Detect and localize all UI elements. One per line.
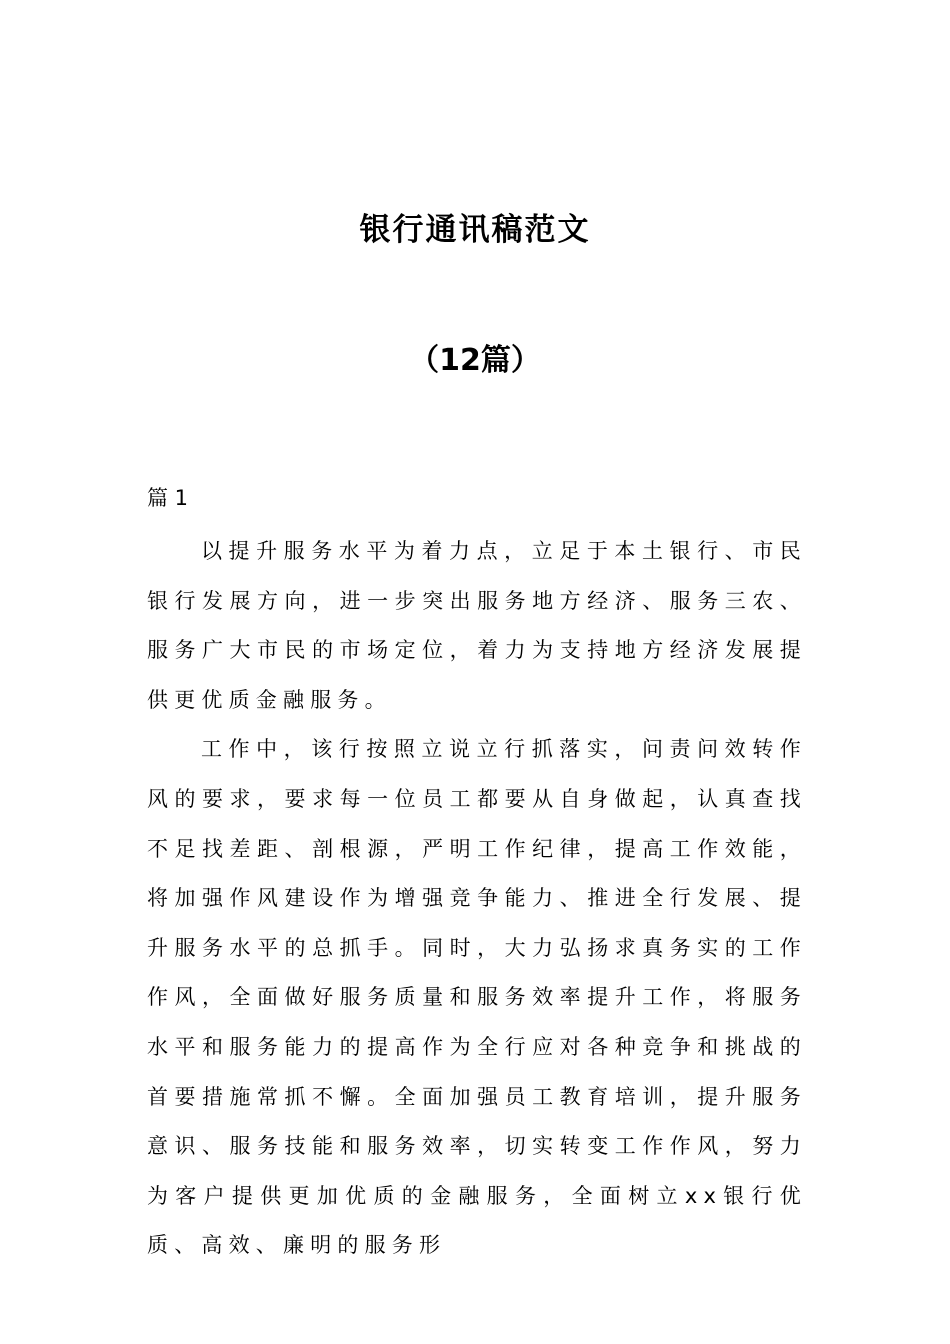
- document-title: 银行通讯稿范文: [359, 212, 591, 248]
- paragraph: 以提升服务水平为着力点，立足于本土银行、市民银行发展方向，进一步突出服务地方经济、服务三农、服务广大市民的市场定位，着力为支持地方经济发展提供更优质金融服务。: [147, 539, 807, 712]
- section-body: [147, 527, 807, 1271]
- paragraph: 工作中，该行按照立说立行抓落实，问责问效转作风的要求，要求每一位员工都要从自身做起，认真查找不足找差距、剖根源，严明工作纪律，提高工作效能，将加强作风建设作为增强竞争能力、推进全行发展、提升服务水平的总抓手。同时，大力弘扬求真务实的工作作风，全面做好服务质量和服务效率提升工作，将服务水平和服务能力的提高作为全行应对各种竞争和挑战的首要措施常抓不懈。全面加强员工教育培训，提升服务意识、服务技能和服务效率，切实转变工作作风，努力为客户提供更加优质的金融服务，全面树立xx银行优质、高效、廉明的服务形: [147, 737, 807, 1258]
- section-label: 篇 1: [147, 486, 189, 510]
- document-subtitle: （12篇）: [409, 343, 541, 378]
